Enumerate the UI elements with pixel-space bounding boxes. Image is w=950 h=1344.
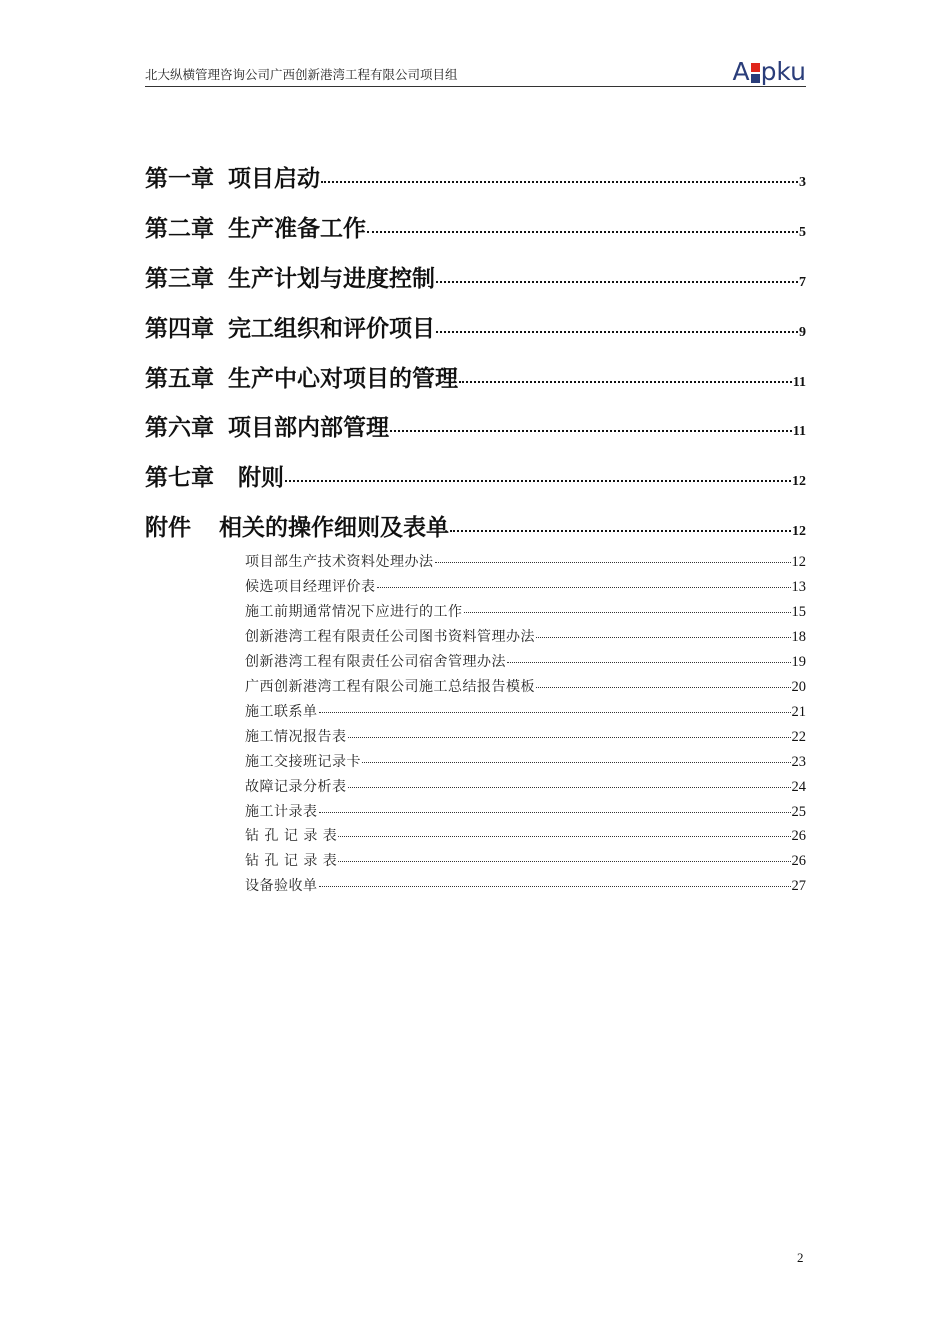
toc-entry-appendix[interactable]	[145, 509, 806, 542]
toc-chapter-title: 相关的操作细则及表单	[219, 515, 449, 541]
toc-leader-dots	[436, 281, 798, 283]
toc-subentry-title: 设备验收单	[245, 878, 318, 894]
toc-entry-chapter-2[interactable]	[145, 210, 806, 243]
toc-subentry[interactable]	[245, 825, 806, 845]
toc-chapter-title: 完工组织和评价项目	[228, 316, 435, 342]
toc-chapter-num: 第一章	[145, 166, 214, 192]
toc-leader-dots	[319, 886, 791, 887]
toc-leader-dots	[319, 712, 791, 713]
toc-chapter-title: 附则	[238, 465, 284, 491]
toc-subentry[interactable]	[245, 651, 806, 671]
toc-leader-dots	[338, 861, 790, 862]
toc-page-number: 9	[799, 325, 806, 340]
toc-page-number: 26	[791, 828, 806, 844]
toc-chapter-num: 第四章	[145, 316, 214, 342]
toc-entry-chapter-5[interactable]	[145, 360, 806, 393]
page-header	[145, 58, 806, 87]
toc-page-number: 21	[791, 704, 806, 720]
alpku-logo	[732, 58, 806, 84]
toc-page-number: 19	[791, 654, 806, 670]
toc-leader-dots	[362, 762, 791, 763]
toc-page-number: 23	[791, 754, 806, 770]
toc-leader-dots	[390, 430, 792, 432]
toc-page-number: 20	[791, 679, 806, 695]
toc-subentry[interactable]	[245, 576, 806, 596]
toc-chapter-title: 生产计划与进度控制	[228, 266, 435, 292]
toc-subentry-title: 创新港湾工程有限责任公司图书资料管理办法	[245, 629, 535, 645]
toc-leader-dots	[507, 662, 791, 663]
toc-subentry[interactable]	[245, 801, 806, 821]
toc-subentry-title: 施工交接班记录卡	[245, 754, 361, 770]
toc-page-number: 15	[791, 604, 806, 620]
toc-page-number: 27	[791, 878, 806, 894]
toc-subentry-title: 施工联系单	[245, 704, 318, 720]
toc-entry-chapter-3[interactable]	[145, 260, 806, 293]
toc-subentry[interactable]	[245, 701, 806, 721]
logo-text-right: pku	[760, 57, 806, 86]
toc-page-number: 7	[799, 275, 806, 290]
toc-page-number: 18	[791, 629, 806, 645]
toc-leader-dots	[285, 480, 791, 482]
toc-subentry[interactable]	[245, 875, 806, 895]
toc-page-number: 26	[791, 853, 806, 869]
toc-leader-dots	[459, 381, 792, 383]
toc-leader-dots	[321, 181, 798, 183]
toc-page-number: 25	[791, 804, 806, 820]
toc-subentry-title: 候选项目经理评价表	[245, 579, 376, 595]
toc-page-number: 11	[792, 375, 806, 390]
toc-leader-dots	[377, 587, 791, 588]
toc-leader-dots	[536, 687, 791, 688]
toc-subentry-title: 创新港湾工程有限责任公司宿舍管理办法	[245, 654, 506, 670]
toc-entry-chapter-6[interactable]	[145, 409, 806, 442]
toc-leader-dots	[536, 637, 791, 638]
toc-subentry[interactable]	[245, 726, 806, 746]
toc-page-number: 12	[791, 554, 806, 570]
toc-subentry[interactable]	[245, 676, 806, 696]
toc-leader-dots	[450, 530, 791, 532]
toc-page-number: 22	[791, 729, 806, 745]
toc-subentry-title: 施工情况报告表	[245, 729, 347, 745]
toc-leader-dots	[338, 836, 790, 837]
toc-chapter-num: 附件	[145, 515, 191, 541]
toc-subentry[interactable]	[245, 751, 806, 771]
toc-chapter-num: 第七章	[145, 465, 214, 491]
toc-subentry-title: 广西创新港湾工程有限公司施工总结报告模板	[245, 679, 535, 695]
toc-page-number: 12	[792, 524, 806, 539]
toc-chapter-num: 第二章	[145, 216, 214, 242]
toc-leader-dots	[367, 231, 798, 233]
toc-page-number: 13	[791, 579, 806, 595]
toc-subentry-title: 钻 孔 记 录 表	[245, 853, 338, 869]
toc-chapter-title: 生产中心对项目的管理	[228, 366, 458, 392]
page-number: 2	[797, 1250, 804, 1265]
toc-page-number: 12	[792, 474, 806, 489]
toc-subentry-title: 施工计录表	[245, 804, 318, 820]
logo-mark-icon	[751, 63, 760, 83]
toc-chapter-title: 项目启动	[228, 166, 320, 192]
toc-leader-dots	[464, 612, 791, 613]
toc-subentry-title: 施工前期通常情况下应进行的工作	[245, 604, 463, 620]
toc-leader-dots	[319, 812, 791, 813]
toc-subentry[interactable]	[245, 601, 806, 621]
toc-subentry[interactable]	[245, 626, 806, 646]
toc-chapter-num: 第三章	[145, 266, 214, 292]
toc-leader-dots	[435, 562, 791, 563]
header-text: 北大纵横管理咨询公司广西创新港湾工程有限公司项目组	[145, 67, 458, 82]
toc-subentry-title: 故障记录分析表	[245, 779, 347, 795]
toc-page-number: 3	[799, 175, 806, 190]
toc-subentry[interactable]	[245, 551, 806, 571]
toc-chapter-num: 第六章	[145, 415, 214, 441]
toc-page-number: 5	[799, 225, 806, 240]
toc-entry-chapter-1[interactable]	[145, 160, 806, 193]
toc-page-number: 11	[792, 424, 806, 439]
toc-subentry-title: 项目部生产技术资料处理办法	[245, 554, 434, 570]
toc-entry-chapter-4[interactable]	[145, 310, 806, 343]
logo-text-left: A	[732, 57, 750, 86]
toc-leader-dots	[348, 737, 791, 738]
toc-subentry-title: 钻 孔 记 录 表	[245, 828, 338, 844]
toc-leader-dots	[436, 331, 798, 333]
toc-page-number: 24	[791, 779, 806, 795]
toc-chapter-title: 项目部内部管理	[228, 415, 389, 441]
toc-subentry[interactable]	[245, 776, 806, 796]
toc-chapter-title: 生产准备工作	[228, 216, 366, 242]
toc-chapter-num: 第五章	[145, 366, 214, 392]
toc-entry-chapter-7[interactable]	[145, 459, 806, 492]
toc-subentry[interactable]	[245, 850, 806, 870]
toc-leader-dots	[348, 787, 791, 788]
